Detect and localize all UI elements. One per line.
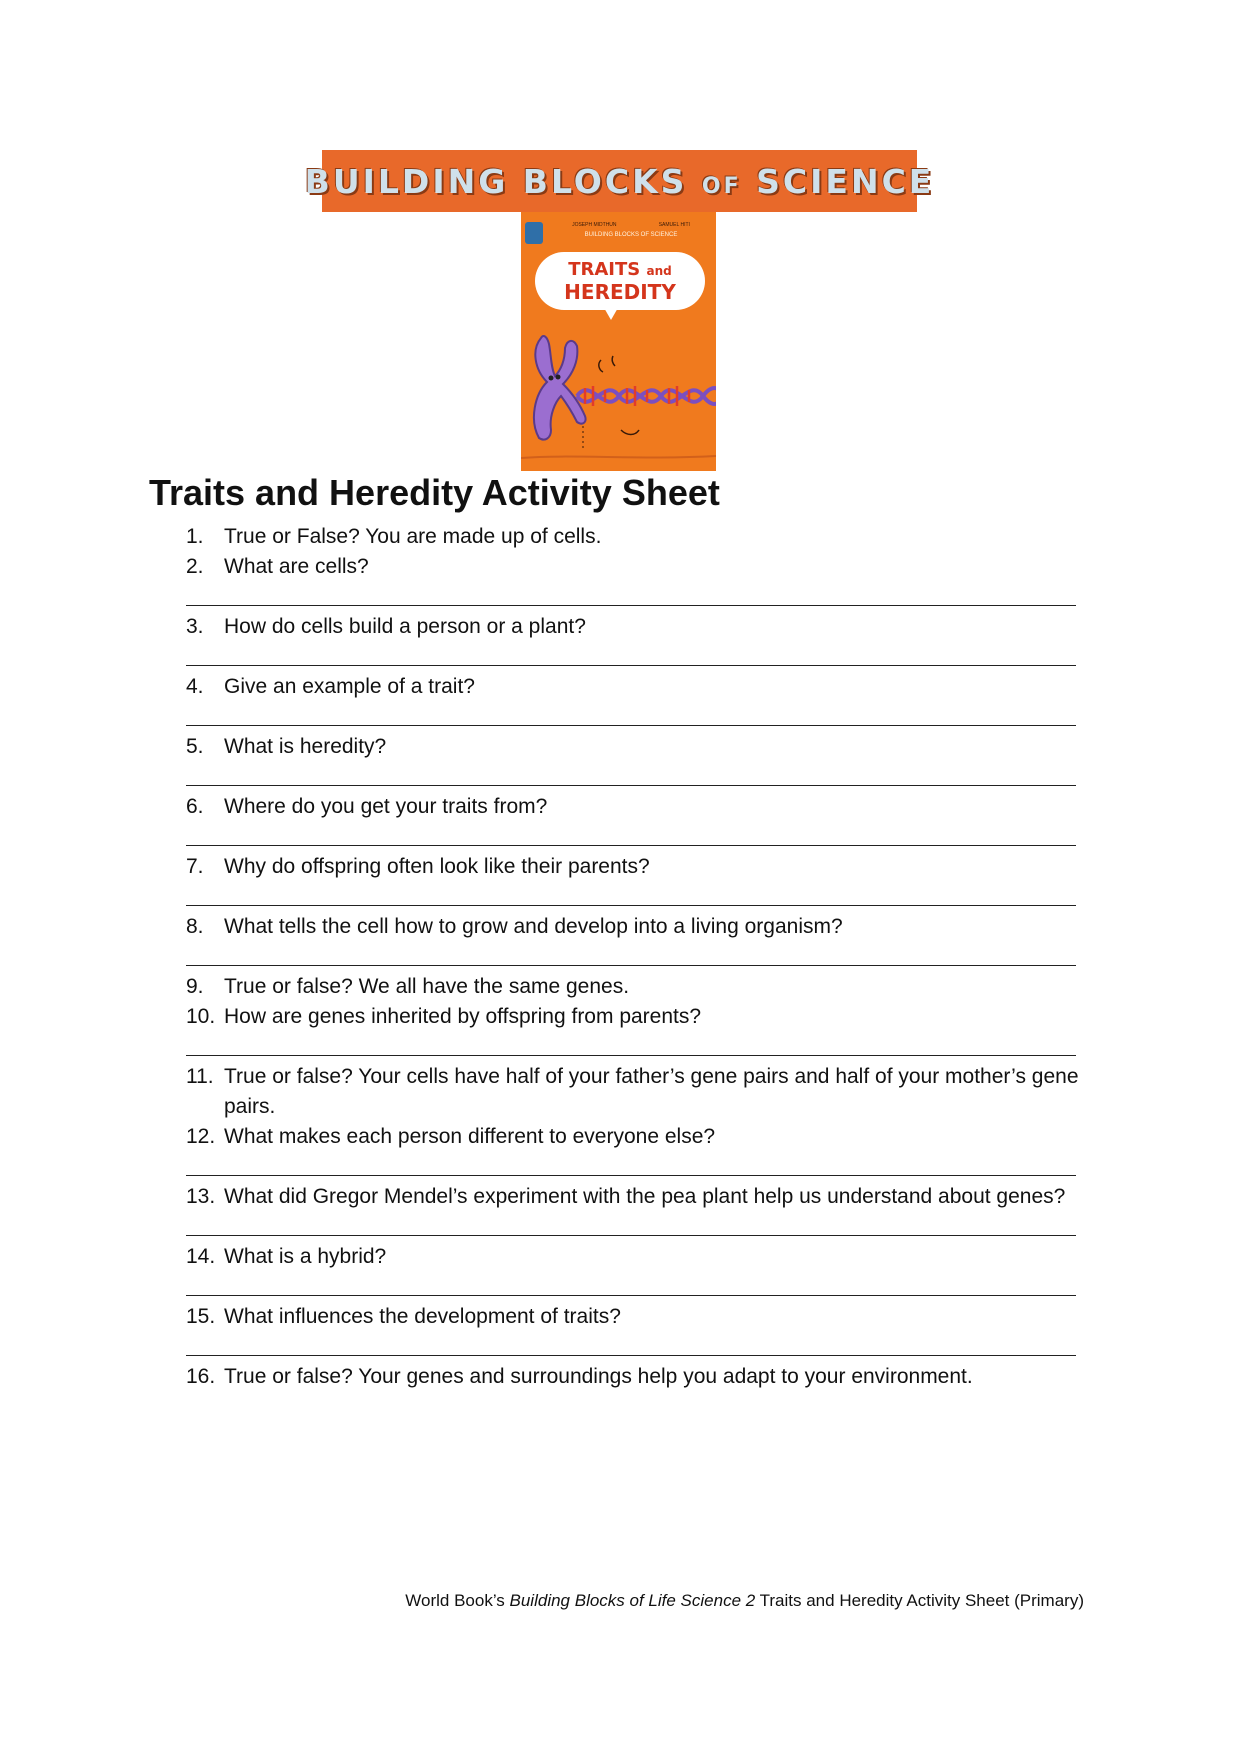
answer-line[interactable] — [186, 1152, 1076, 1182]
cover-title-and: and — [646, 263, 672, 278]
answer-line[interactable] — [186, 882, 1076, 912]
answer-line[interactable] — [186, 822, 1076, 852]
question-text: What makes each person different to everyone else? — [224, 1125, 716, 1148]
question-number: 7. — [186, 855, 204, 878]
question-text: True or false? Your genes and surroundings help you adapt to your environment. — [224, 1365, 973, 1388]
question-number: 3. — [186, 615, 204, 638]
cover-title-bubble — [535, 252, 705, 310]
question-item — [186, 552, 1086, 582]
question-list — [186, 522, 1086, 1392]
question-item — [186, 792, 1086, 822]
question-number: 11. — [186, 1065, 214, 1088]
answer-line[interactable] — [186, 1332, 1076, 1362]
question-text: What tells the cell how to grow and develop into a living organism? — [224, 915, 843, 938]
question-text: Where do you get your traits from? — [224, 795, 548, 818]
question-text: True or false? We all have the same genes. — [224, 975, 630, 998]
question-item — [186, 852, 1086, 882]
question-text: What influences the development of traits? — [224, 1305, 621, 1328]
question-item — [186, 1122, 1086, 1152]
question-item — [186, 732, 1086, 762]
cover-series-label: BUILDING BLOCKS OF SCIENCE — [584, 232, 678, 238]
cover-title-line1: TRAITS — [568, 258, 641, 280]
question-item — [186, 1302, 1086, 1332]
chromosome-dna-illustration — [521, 330, 716, 471]
series-banner-text: BUILDING BLOCKS OF SCIENCE — [304, 161, 935, 201]
question-number: 15. — [186, 1305, 216, 1328]
question-number: 10. — [186, 1005, 216, 1028]
question-text: True or false? Your cells have half of your father’s gene pairs and half of your mother’s gene pairs. — [224, 1065, 1079, 1118]
speech-bubble-tail — [603, 306, 619, 320]
question-item — [186, 972, 1086, 1002]
question-number: 1. — [186, 525, 204, 548]
question-item — [186, 1242, 1086, 1272]
question-number: 4. — [186, 675, 204, 698]
question-number: 14. — [186, 1245, 216, 1268]
cover-title-line2: HEREDITY — [564, 279, 676, 304]
question-text: Give an example of a trait? — [224, 675, 475, 698]
question-number: 2. — [186, 555, 204, 578]
book-cover — [521, 212, 716, 471]
publisher-logo-icon — [525, 222, 543, 244]
question-text: What is heredity? — [224, 735, 387, 758]
page-title: Traits and Heredity Activity Sheet — [149, 472, 720, 513]
answer-line[interactable] — [186, 642, 1076, 672]
question-text: What did Gregor Mendel’s experiment with the pea plant help us understand about genes? — [224, 1185, 1066, 1208]
answer-line[interactable] — [186, 762, 1076, 792]
question-item — [186, 672, 1086, 702]
question-item — [186, 912, 1086, 942]
question-item — [186, 1002, 1086, 1032]
answer-line[interactable] — [186, 702, 1076, 732]
footer-credit: World Book’s Building Blocks of Life Science 2 Traits and Heredity Activity Sheet (Primary) — [405, 1591, 1084, 1610]
question-item — [186, 522, 1086, 552]
question-number: 16. — [186, 1365, 216, 1388]
answer-line[interactable] — [186, 582, 1076, 612]
question-text: True or False? You are made up of cells. — [224, 525, 602, 548]
question-item — [186, 1182, 1086, 1212]
question-text: How are genes inherited by offspring from parents? — [224, 1005, 702, 1028]
answer-line[interactable] — [186, 1212, 1076, 1242]
cover-authors: JOSEPH MIDTHUN SAMUEL HITI — [572, 222, 690, 228]
question-number: 12. — [186, 1125, 216, 1148]
question-item — [186, 1062, 1086, 1122]
question-number: 5. — [186, 735, 204, 758]
question-number: 6. — [186, 795, 204, 818]
answer-line[interactable] — [186, 1272, 1076, 1302]
question-item — [186, 612, 1086, 642]
answer-line[interactable] — [186, 942, 1076, 972]
question-item — [186, 1362, 1086, 1392]
answer-line[interactable] — [186, 1032, 1076, 1062]
question-text: What is a hybrid? — [224, 1245, 387, 1268]
question-number: 9. — [186, 975, 204, 998]
question-text: What are cells? — [224, 555, 369, 578]
question-text: How do cells build a person or a plant? — [224, 615, 586, 638]
question-number: 8. — [186, 915, 204, 938]
question-text: Why do offspring often look like their parents? — [224, 855, 650, 878]
question-number: 13. — [186, 1185, 216, 1208]
series-banner — [304, 150, 935, 212]
